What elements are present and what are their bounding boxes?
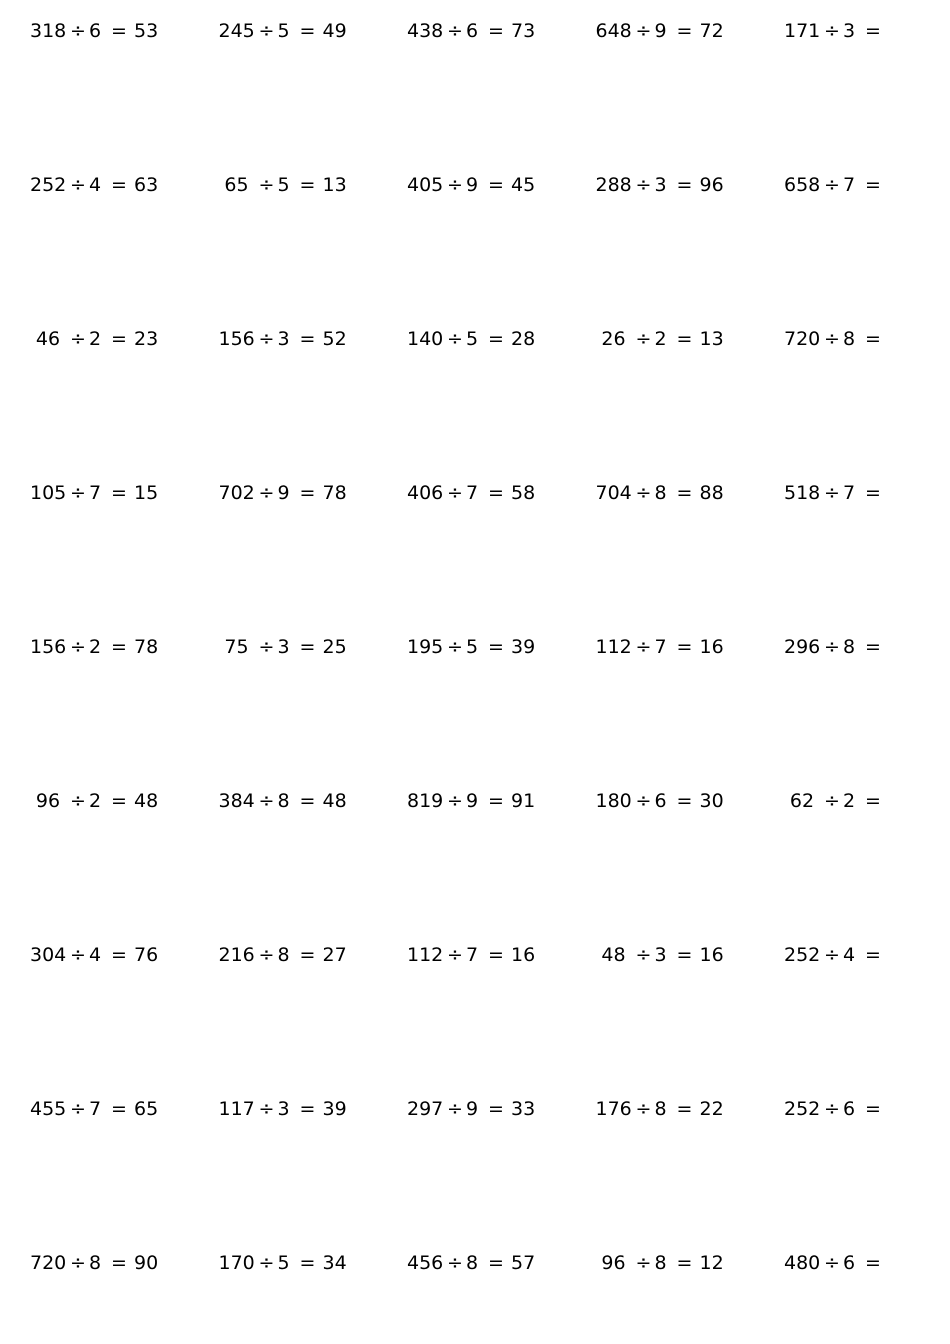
divisor: 5 [465, 328, 479, 350]
dividend: 384 [218, 790, 255, 812]
dividend: 252 [784, 944, 821, 966]
divisor: 6 [842, 1098, 856, 1120]
quotient: 30 [699, 790, 724, 812]
divisor: 7 [465, 944, 479, 966]
equals-sign: = [111, 636, 127, 658]
divisor: 8 [842, 328, 856, 350]
division-sign: ÷ [635, 636, 652, 658]
dividend: 455 [30, 1098, 67, 1120]
quotient: 91 [511, 790, 536, 812]
equals-sign: = [676, 20, 693, 42]
equals-sign: = [676, 1098, 693, 1120]
division-sign: ÷ [70, 790, 86, 812]
dividend: 171 [784, 20, 821, 42]
divisor: 9 [654, 20, 667, 42]
dividend: 216 [218, 944, 255, 966]
division-sign: ÷ [70, 20, 86, 42]
equals-sign: = [488, 482, 504, 504]
divisor: 9 [465, 790, 479, 812]
division-sign: ÷ [635, 944, 652, 966]
division-sign: ÷ [447, 328, 463, 350]
divisor: 8 [88, 1252, 102, 1274]
division-sign: ÷ [70, 1252, 86, 1274]
dividend: 245 [218, 20, 255, 42]
divisor: 2 [88, 328, 102, 350]
equals-sign: = [299, 636, 316, 658]
equals-sign: = [865, 482, 881, 504]
problem-row [0, 1248, 950, 1278]
division-sign: ÷ [824, 328, 840, 350]
divisor: 9 [465, 1098, 479, 1120]
divisor: 3 [842, 20, 856, 42]
divisor: 8 [654, 1098, 667, 1120]
quotient: 73 [511, 20, 536, 42]
dividend: 702 [218, 482, 255, 504]
problem-row [0, 786, 950, 816]
division-sign: ÷ [824, 790, 840, 812]
dividend: 296 [784, 636, 821, 658]
equals-sign: = [488, 944, 504, 966]
dividend: 288 [595, 174, 632, 196]
equals-sign: = [488, 1098, 504, 1120]
divisor: 4 [88, 944, 102, 966]
division-sign: ÷ [258, 328, 275, 350]
divisor: 9 [277, 482, 290, 504]
equals-sign: = [111, 1098, 127, 1120]
dividend: 720 [30, 1252, 67, 1274]
equals-sign: = [111, 944, 127, 966]
equals-sign: = [488, 1252, 504, 1274]
problem-row [0, 324, 950, 354]
quotient: 53 [134, 20, 159, 42]
quotient: 13 [322, 174, 347, 196]
equals-sign: = [488, 328, 504, 350]
equals-sign: = [676, 790, 693, 812]
dividend: 112 [595, 636, 632, 658]
problem-row [0, 1094, 950, 1124]
divisor: 8 [277, 944, 290, 966]
equals-sign: = [676, 944, 693, 966]
equals-sign: = [676, 328, 693, 350]
division-sign: ÷ [447, 20, 463, 42]
equals-sign: = [299, 482, 316, 504]
divisor: 6 [88, 20, 102, 42]
divisor: 8 [277, 790, 290, 812]
dividend: 648 [595, 20, 632, 42]
division-sign: ÷ [635, 790, 652, 812]
dividend: 704 [595, 482, 632, 504]
equals-sign: = [111, 328, 127, 350]
divisor: 4 [88, 174, 102, 196]
equals-sign: = [865, 944, 881, 966]
equals-sign: = [299, 944, 316, 966]
divisor: 2 [88, 636, 102, 658]
quotient: 33 [511, 1098, 536, 1120]
quotient: 12 [699, 1252, 724, 1274]
divisor: 8 [465, 1252, 479, 1274]
problem-row [0, 632, 950, 662]
division-sign: ÷ [258, 174, 275, 196]
division-sign: ÷ [258, 944, 275, 966]
quotient: 78 [134, 636, 159, 658]
division-sign: ÷ [70, 482, 86, 504]
division-sign: ÷ [258, 790, 275, 812]
quotient: 16 [699, 944, 724, 966]
quotient: 52 [322, 328, 347, 350]
quotient: 16 [699, 636, 724, 658]
quotient: 65 [134, 1098, 159, 1120]
division-sign: ÷ [824, 1098, 840, 1120]
dividend: 304 [30, 944, 67, 966]
divisor: 8 [654, 482, 667, 504]
division-sign: ÷ [447, 636, 463, 658]
division-sign: ÷ [635, 1098, 652, 1120]
division-sign: ÷ [258, 1252, 275, 1274]
equals-sign: = [676, 1252, 693, 1274]
equals-sign: = [865, 1098, 881, 1120]
equals-sign: = [111, 174, 127, 196]
dividend: 26 [601, 328, 626, 350]
dividend: 140 [407, 328, 444, 350]
quotient: 88 [699, 482, 724, 504]
equals-sign: = [865, 790, 881, 812]
equals-sign: = [865, 328, 881, 350]
divisor: 8 [842, 636, 856, 658]
divisor: 5 [465, 636, 479, 658]
dividend: 176 [595, 1098, 632, 1120]
equals-sign: = [488, 790, 504, 812]
equals-sign: = [299, 1098, 316, 1120]
division-sign: ÷ [447, 1252, 463, 1274]
quotient: 58 [511, 482, 536, 504]
quotient: 48 [134, 790, 159, 812]
quotient: 45 [511, 174, 536, 196]
dividend: 720 [784, 328, 821, 350]
dividend: 105 [30, 482, 67, 504]
dividend: 297 [407, 1098, 444, 1120]
division-sign: ÷ [635, 1252, 652, 1274]
equals-sign: = [865, 174, 881, 196]
quotient: 39 [322, 1098, 347, 1120]
division-sign: ÷ [635, 174, 652, 196]
dividend: 406 [407, 482, 444, 504]
division-sign: ÷ [258, 20, 275, 42]
divisor: 7 [465, 482, 479, 504]
dividend: 65 [224, 174, 249, 196]
quotient: 72 [699, 20, 724, 42]
equals-sign: = [299, 790, 316, 812]
quotient: 57 [511, 1252, 536, 1274]
quotient: 96 [699, 174, 724, 196]
quotient: 15 [134, 482, 159, 504]
quotient: 39 [511, 636, 536, 658]
equals-sign: = [676, 482, 693, 504]
equals-sign: = [488, 636, 504, 658]
equals-sign: = [676, 636, 693, 658]
dividend: 480 [784, 1252, 821, 1274]
dividend: 96 [35, 790, 61, 812]
equals-sign: = [488, 174, 504, 196]
divisor: 6 [842, 1252, 856, 1274]
division-sign: ÷ [824, 20, 840, 42]
divisor: 7 [654, 636, 667, 658]
equals-sign: = [865, 1252, 881, 1274]
divisor: 3 [277, 636, 290, 658]
divisor: 8 [654, 1252, 667, 1274]
dividend: 252 [784, 1098, 821, 1120]
dividend: 62 [789, 790, 815, 812]
equals-sign: = [111, 482, 127, 504]
division-sign: ÷ [70, 328, 86, 350]
dividend: 518 [784, 482, 821, 504]
dividend: 180 [595, 790, 632, 812]
quotient: 16 [511, 944, 536, 966]
divisor: 3 [277, 1098, 290, 1120]
division-sign: ÷ [70, 944, 86, 966]
quotient: 13 [699, 328, 724, 350]
quotient: 90 [134, 1252, 159, 1274]
divisor: 7 [88, 1098, 102, 1120]
quotient: 76 [134, 944, 159, 966]
quotient: 78 [322, 482, 347, 504]
divisor: 5 [277, 1252, 290, 1274]
equals-sign: = [299, 328, 316, 350]
quotient: 49 [322, 20, 347, 42]
divisor: 4 [842, 944, 856, 966]
problem-row [0, 940, 950, 970]
division-sign: ÷ [447, 174, 463, 196]
dividend: 156 [30, 636, 67, 658]
problem-row [0, 16, 950, 46]
divisor: 3 [277, 328, 290, 350]
divisor: 9 [465, 174, 479, 196]
divisor: 7 [88, 482, 102, 504]
division-sign: ÷ [824, 174, 840, 196]
equals-sign: = [299, 174, 316, 196]
equals-sign: = [676, 174, 693, 196]
quotient: 63 [134, 174, 159, 196]
quotient: 25 [322, 636, 347, 658]
divisor: 2 [654, 328, 667, 350]
divisor: 5 [277, 20, 290, 42]
quotient: 48 [322, 790, 347, 812]
dividend: 658 [784, 174, 821, 196]
division-sign: ÷ [824, 944, 840, 966]
dividend: 438 [407, 20, 444, 42]
division-sign: ÷ [447, 944, 463, 966]
equals-sign: = [865, 636, 881, 658]
dividend: 819 [407, 790, 444, 812]
division-sign: ÷ [635, 20, 652, 42]
divisor: 3 [654, 944, 667, 966]
division-sign: ÷ [258, 1098, 275, 1120]
equals-sign: = [111, 20, 127, 42]
division-sign: ÷ [824, 482, 840, 504]
dividend: 75 [224, 636, 249, 658]
division-sign: ÷ [635, 482, 652, 504]
division-sign: ÷ [258, 482, 275, 504]
quotient: 23 [134, 328, 159, 350]
divisor: 2 [88, 790, 102, 812]
problem-row [0, 170, 950, 200]
equals-sign: = [865, 20, 881, 42]
dividend: 48 [601, 944, 626, 966]
dividend: 112 [407, 944, 444, 966]
divisor: 6 [465, 20, 479, 42]
division-sign: ÷ [70, 636, 86, 658]
divisor: 3 [654, 174, 667, 196]
divisor: 5 [277, 174, 290, 196]
division-sign: ÷ [70, 174, 86, 196]
division-sign: ÷ [824, 636, 840, 658]
dividend: 252 [30, 174, 67, 196]
equals-sign: = [299, 1252, 316, 1274]
quotient: 34 [322, 1252, 347, 1274]
dividend: 195 [407, 636, 444, 658]
division-sign: ÷ [70, 1098, 86, 1120]
equals-sign: = [299, 20, 316, 42]
division-sign: ÷ [447, 790, 463, 812]
dividend: 96 [601, 1252, 626, 1274]
dividend: 170 [218, 1252, 255, 1274]
dividend: 156 [218, 328, 255, 350]
equals-sign: = [111, 790, 127, 812]
divisor: 6 [654, 790, 667, 812]
quotient: 28 [511, 328, 536, 350]
quotient: 27 [322, 944, 347, 966]
division-sign: ÷ [635, 328, 652, 350]
dividend: 456 [407, 1252, 444, 1274]
divisor: 7 [842, 482, 856, 504]
dividend: 46 [35, 328, 61, 350]
dividend: 117 [218, 1098, 255, 1120]
problem-row [0, 478, 950, 508]
division-sign: ÷ [824, 1252, 840, 1274]
equals-sign: = [111, 1252, 127, 1274]
equals-sign: = [488, 20, 504, 42]
dividend: 318 [30, 20, 67, 42]
dividend: 405 [407, 174, 444, 196]
divisor: 7 [842, 174, 856, 196]
division-sign: ÷ [447, 1098, 463, 1120]
division-sign: ÷ [447, 482, 463, 504]
divisor: 2 [842, 790, 856, 812]
quotient: 22 [699, 1098, 724, 1120]
division-sign: ÷ [258, 636, 275, 658]
